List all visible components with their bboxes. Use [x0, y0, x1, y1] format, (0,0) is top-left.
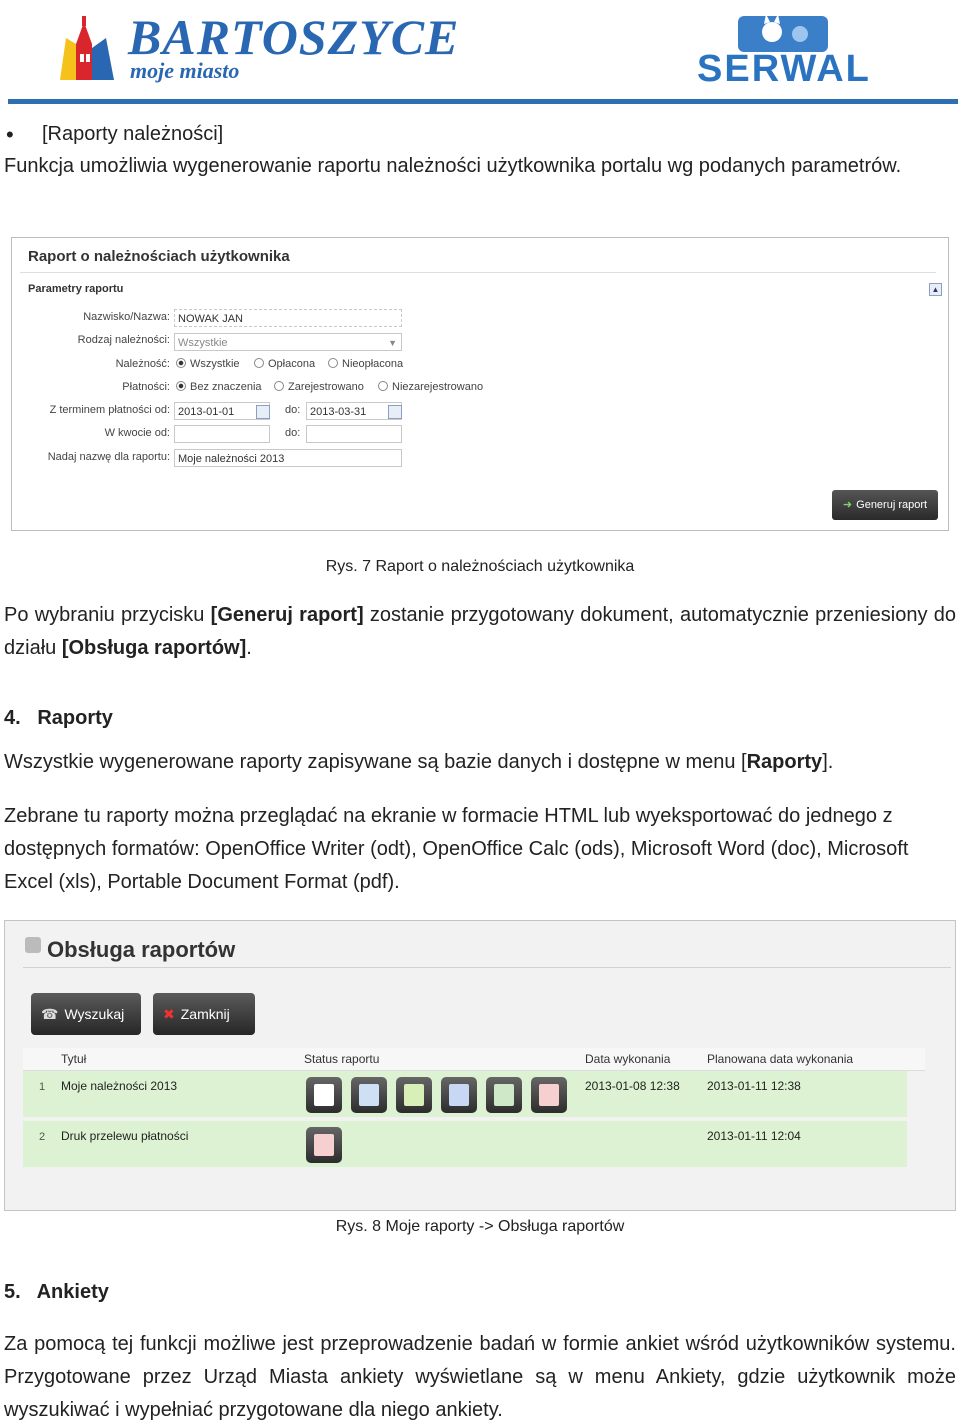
close-icon: ✖ — [163, 1006, 175, 1022]
type-select-value: Wszystkie — [178, 337, 228, 349]
header — [0, 0, 960, 104]
due-to-input[interactable]: 2013-03-31 — [306, 402, 402, 420]
amount-from-input[interactable] — [174, 425, 270, 443]
row-number: 2 — [39, 1131, 46, 1143]
bartoszyce-logo-subtitle: moje miasto — [130, 58, 240, 83]
row-title: Druk przelewu płatności — [61, 1129, 189, 1143]
panel-title: Obsługa raportów — [47, 937, 236, 962]
figure2-caption: Rys. 8 Moje raporty -> Obsługa raportów — [335, 1218, 625, 1235]
panel-divider — [23, 967, 951, 968]
doc-icon[interactable] — [441, 1077, 477, 1113]
column-done-date[interactable]: Data wykonania — [585, 1052, 671, 1066]
dues-option-unpaid[interactable]: Nieopłacona — [328, 358, 403, 370]
section5-heading: 5. Ankiety — [4, 1281, 109, 1303]
odt-icon[interactable] — [351, 1077, 387, 1113]
row-planned-date: 2013-01-11 12:04 — [707, 1129, 801, 1143]
bartoszyce-logo-text: BARTOSZYCE — [128, 9, 460, 65]
payment-option-registered[interactable]: Zarejestrowano — [274, 381, 364, 393]
serwal-cat-icon — [738, 10, 828, 52]
ods-icon[interactable] — [396, 1077, 432, 1113]
table-row[interactable] — [23, 1071, 907, 1117]
section4-paragraph2: Zebrane tu raporty można przeglądać na ekranie w formacie HTML lub wyeksportować do jednego z dostępnych formatów: OpenOffice Writer (odt), OpenOffice Calc (ods), Microsoft Word (doc), Microsoft Excel (xls), Portable Document Format (pdf). — [4, 805, 909, 893]
search-button[interactable]: ☎ Wyszukaj — [31, 993, 141, 1035]
row-done-date: 2013-01-08 12:38 — [585, 1079, 680, 1093]
close-button[interactable]: ✖ Zamknij — [153, 993, 255, 1035]
table-row[interactable] — [23, 1121, 907, 1167]
section5-paragraph: Za pomocą tej funkcji możliwe jest przeprowadzenie badań w formie ankiet wśród użytkowników systemu. Przygotowane przez Urząd Miasta ankiety wyświetlane są w menu Ankiety, gdzie użytkownik może wyszukiwać i wypełniać przygotowane dla niego ankiety. — [4, 1333, 956, 1421]
row-number: 1 — [39, 1081, 46, 1093]
type-label: Rodzaj należności: — [77, 334, 170, 346]
report-dues-panel — [11, 237, 949, 531]
column-status[interactable]: Status raportu — [304, 1052, 380, 1066]
town-hall-logo-icon — [56, 14, 116, 80]
dues-label: Należność: — [115, 358, 170, 370]
table-header — [23, 1048, 925, 1071]
row-planned-date: 2013-01-11 12:38 — [707, 1079, 801, 1093]
report-name-input[interactable]: Moje należności 2013 — [174, 449, 402, 467]
amount-label: W kwocie od: — [104, 427, 170, 439]
calendar-icon[interactable] — [388, 405, 402, 419]
bullet-dot: • — [6, 122, 14, 147]
html-view-icon[interactable] — [306, 1077, 342, 1113]
payment-label: Płatności: — [122, 381, 170, 393]
payment-option-unregistered[interactable]: Niezarejestrowano — [378, 381, 483, 393]
reports-icon — [25, 937, 41, 953]
after-fig1-paragraph: Po wybraniu przycisku [Generuj raport] zostanie przygotowany dokument, automatycznie przeniesiony do działu [Obsługa raportów]. — [4, 604, 956, 659]
due-to-label: do: — [285, 404, 301, 416]
column-title[interactable]: Tytuł — [61, 1052, 87, 1066]
section4-heading: 4. Raporty — [4, 707, 113, 729]
calendar-icon[interactable] — [256, 405, 270, 419]
column-planned-date[interactable]: Planowana data wykonania — [707, 1052, 854, 1066]
collapse-icon[interactable]: ▲ — [929, 283, 942, 296]
name-input[interactable]: NOWAK JAN — [174, 309, 402, 327]
figure1-caption: Rys. 7 Raport o należnościach użytkownika — [325, 558, 635, 575]
name-label: Nazwisko/Nazwa: — [83, 311, 170, 323]
search-icon: ☎ — [41, 1006, 59, 1022]
params-label: Parametry raportu — [28, 283, 124, 295]
amount-to-label: do: — [285, 427, 301, 439]
header-divider — [8, 99, 958, 104]
arrow-right-icon: ➜ — [842, 499, 853, 511]
amount-to-input[interactable] — [306, 425, 402, 443]
due-from-input[interactable]: 2013-01-01 — [174, 402, 270, 420]
serwal-logo-text: SERWAL — [697, 48, 871, 90]
reports-manager-panel — [4, 920, 956, 1211]
dues-option-all[interactable]: Wszystkie — [176, 358, 240, 370]
dues-option-paid[interactable]: Opłacona — [254, 358, 315, 370]
panel-divider — [20, 272, 936, 273]
row-title: Moje należności 2013 — [61, 1079, 178, 1093]
section4-paragraph1: Wszystkie wygenerowane raporty zapisywane są bazie danych i dostępne w menu [Raporty]. — [4, 751, 834, 773]
type-select[interactable] — [174, 333, 402, 351]
pdf-icon[interactable] — [306, 1127, 342, 1163]
report-name-label: Nadaj nazwę dla raportu: — [47, 451, 170, 463]
xls-icon[interactable] — [486, 1077, 522, 1113]
pdf-icon[interactable] — [531, 1077, 567, 1113]
chevron-down-icon: ▼ — [388, 338, 397, 348]
generate-report-button[interactable]: ➜ Generuj raport — [832, 490, 938, 520]
panel-title: Raport o należnościach użytkownika — [28, 248, 290, 265]
intro-paragraph: Funkcja umożliwia wygenerowanie raportu należności użytkownika portalu wg podanych parametrów. — [4, 155, 902, 177]
payment-option-any[interactable]: Bez znaczenia — [176, 381, 262, 393]
bullet-title: [Raporty należności] — [42, 123, 224, 145]
due-from-label: Z terminem płatności od: — [49, 404, 170, 416]
